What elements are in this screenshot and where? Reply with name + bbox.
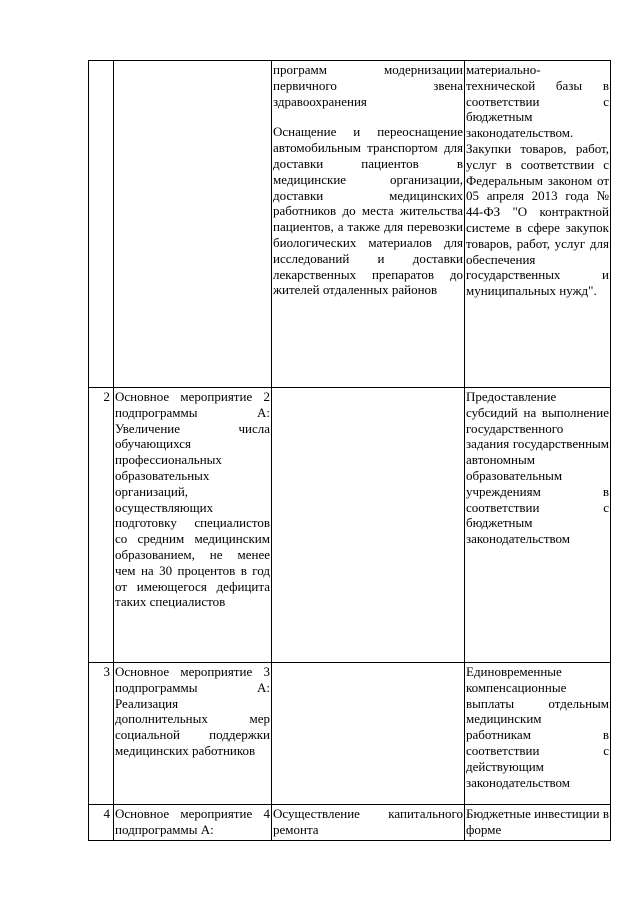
- content-cell: Осуществление капитального ремонта: [272, 805, 465, 841]
- row-number: [89, 61, 114, 388]
- funding-cell: Предоставление субсидий на выполнение государственного задания государственным автономным образовательным учреждениям в соответствии с бюджетным законодательством: [465, 388, 611, 663]
- event-cell: Основное мероприятие 4 подпрограммы А:: [114, 805, 272, 841]
- row-number: 2: [89, 388, 114, 663]
- event-cell: Основное мероприятие 2 подпрограммы А: Увеличение числа обучающихся профессиональных образовательных организаций, осуществляющих подготовку специалистов со средним медицинским образованием, не менее чем на 30 процентов в год от имеющегося дефицита таких специалистов: [114, 388, 272, 663]
- table-row: [89, 388, 611, 663]
- funding-text: Закупки товаров, работ, услуг в соответствии с Федеральным законом от 05 апреля 2013 года № 44-ФЗ "О контрактной системе в сфере закупок товаров, работ, услуг для обеспечения государственных и муниципальных нужд".: [466, 140, 609, 299]
- table-row: [89, 61, 611, 388]
- table-row: [89, 663, 611, 805]
- table-row: [89, 805, 611, 841]
- event-cell: Основное мероприятие 3 подпрограммы А: Реализация дополнительных мер социальной поддержки медицинских работников: [114, 663, 272, 805]
- content-cell: [272, 61, 465, 388]
- content-cell: [272, 663, 465, 805]
- funding-text: материально-технической базы в соответствии с бюджетным законодательством.: [466, 62, 609, 141]
- row-number: 4: [89, 805, 114, 841]
- program-table: [88, 60, 611, 841]
- row-number: 3: [89, 663, 114, 805]
- funding-cell: [465, 61, 611, 388]
- funding-cell: Бюджетные инвестиции в форме: [465, 805, 611, 841]
- content-cell: [272, 388, 465, 663]
- event-cell: [114, 61, 272, 388]
- content-text: программ модернизации первичного звена здравоохранения: [273, 62, 463, 109]
- funding-cell: Единовременные компенсационные выплаты отдельным медицинским работникам в соответствии с действующим законодательством: [465, 663, 611, 805]
- content-text: Оснащение и переоснащение автомобильным транспортом для доставки пациентов в медицинские организации, доставки медицинских работников до места жительства пациентов, а также для перевозки биологических материалов для исследований и доставки лекарственных препаратов до жителей отдаленных районов: [273, 124, 463, 298]
